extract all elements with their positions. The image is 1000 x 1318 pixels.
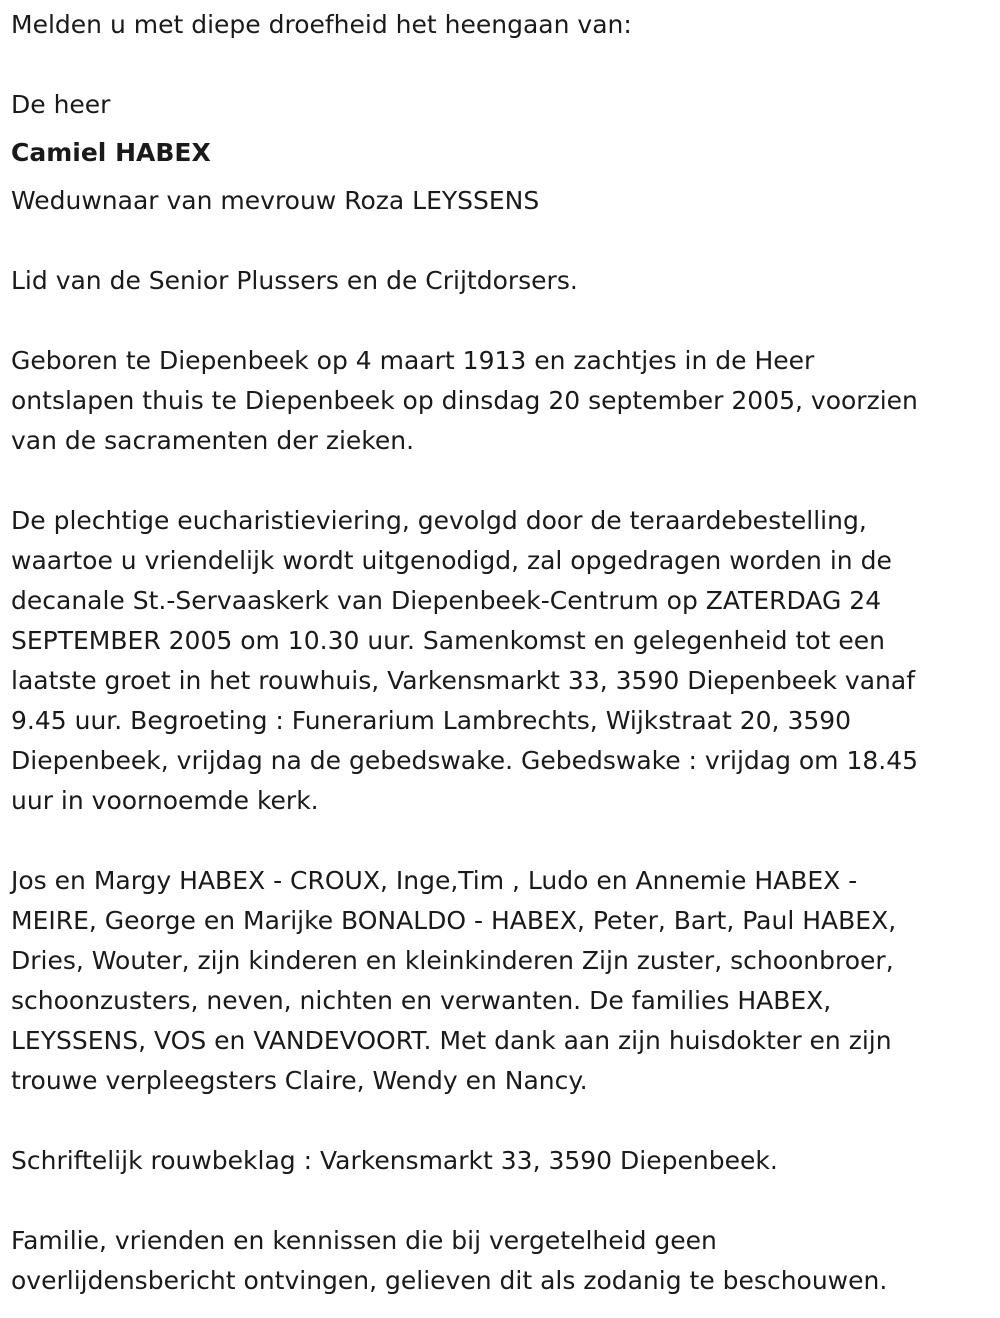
paragraph-line: waartoe u vriendelijk wordt uitgenodigd, zal opgedragen worden in de <box>11 546 892 575</box>
paragraph-line: decanale St.-Servaaskerk van Diepenbeek-Centrum op ZATERDAG 24 <box>11 586 882 615</box>
paragraph-line: Diepenbeek, vrijdag na de gebedswake. Gebedswake : vrijdag om 18.45 <box>11 746 919 775</box>
paragraph-line: De plechtige eucharistieviering, gevolgd door de teraardebestelling, <box>11 506 867 535</box>
paragraph-line: schoonzusters, neven, nichten en verwanten. De families HABEX, <box>11 986 832 1015</box>
paragraph-line: Dries, Wouter, zijn kinderen en kleinkinderen Zijn zuster, schoonbroer, <box>11 946 894 975</box>
spouse-text: Weduwnaar van mevrouw Roza LEYSSENS <box>11 186 540 215</box>
paragraph-line: LEYSSENS, VOS en VANDEVOORT. Met dank aan zijn huisdokter en zijn <box>11 1026 892 1055</box>
salutation: De heer <box>11 90 111 119</box>
paragraph-line: overlijdensbericht ontvingen, gelieven dit als zodanig te beschouwen. <box>11 1266 888 1295</box>
paragraph-line: MEIRE, George en Marijke BONALDO - HABEX, Peter, Bart, Paul HABEX, <box>11 906 897 935</box>
paragraph-line: uur in voornoemde kerk. <box>11 786 319 815</box>
intro-text: Melden u met diepe droefheid het heengaan van: <box>11 10 632 39</box>
deceased-name: Camiel HABEX <box>11 138 211 167</box>
paragraph-line: trouwe verpleegsters Claire, Wendy en Nancy. <box>11 1066 588 1095</box>
condolence-address: Schriftelijk rouwbeklag : Varkensmarkt 33, 3590 Diepenbeek. <box>11 1146 778 1175</box>
paragraph-line: 9.45 uur. Begroeting : Funerarium Lambrechts, Wijkstraat 20, 3590 <box>11 706 852 735</box>
paragraph-line: Jos en Margy HABEX - CROUX, Inge,Tim , Ludo en Annemie HABEX - <box>11 866 858 895</box>
paragraph-line: Geboren te Diepenbeek op 4 maart 1913 en zachtjes in de Heer <box>11 346 815 375</box>
membership-text: Lid van de Senior Plussers en de Crijtdorsers. <box>11 266 578 295</box>
paragraph-line: laatste groet in het rouwhuis, Varkensmarkt 33, 3590 Diepenbeek vanaf <box>11 666 916 695</box>
paragraph-line: van de sacramenten der zieken. <box>11 426 415 455</box>
paragraph-line: SEPTEMBER 2005 om 10.30 uur. Samenkomst en gelegenheid tot een <box>11 626 885 655</box>
paragraph-line: Familie, vrienden en kennissen die bij vergetelheid geen <box>11 1226 717 1255</box>
paragraph-line: ontslapen thuis te Diepenbeek op dinsdag 20 september 2005, voorzien <box>11 386 918 415</box>
